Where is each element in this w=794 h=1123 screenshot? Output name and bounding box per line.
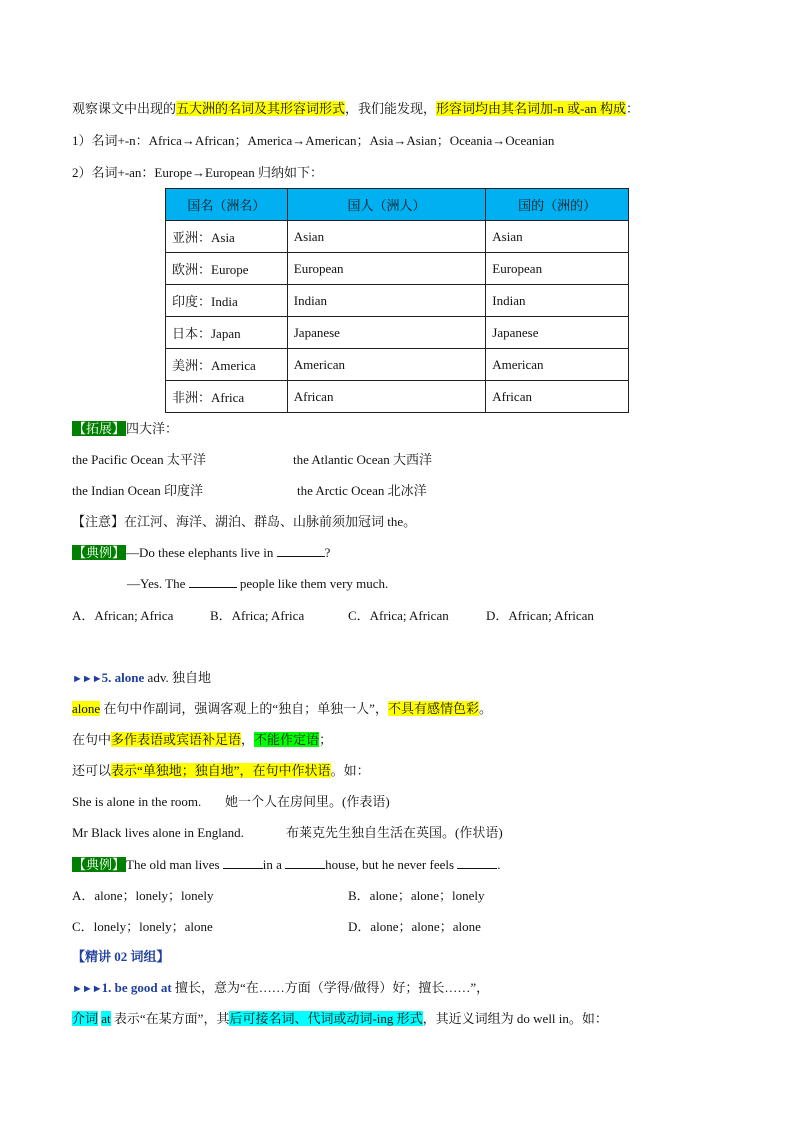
section5-example2-cn: 布莱克先生独自生活在英国。(作状语)	[286, 825, 503, 840]
nationality-table	[165, 188, 629, 413]
answer-blank	[223, 856, 263, 869]
note-line: 【注意】在江河、海洋、湖泊、群岛、山脉前须加冠词 the。	[72, 514, 417, 529]
example1-question: 【典例】—Do these elephants live in ?	[73, 545, 331, 560]
table-header-row	[166, 189, 629, 221]
arrow-markers-icon: ►►►	[72, 673, 102, 685]
highlight-five-continents: 五大洲的名词及其形容词形式	[176, 101, 346, 116]
example1-option-a: A．African; Africa	[72, 608, 174, 623]
example1-option-d: D．African; African	[486, 608, 594, 623]
section5-line1: alone 在句中作副词，强调客观上的“独自；单独一人”，不具有感情色彩。	[72, 701, 492, 716]
ocean-arctic: the Arctic Ocean 北冰洋	[297, 483, 427, 498]
answer-blank	[457, 856, 497, 869]
example2-option-d: D．alone；alone；alone	[348, 919, 481, 934]
section5-example1-en: She is alone in the room.	[72, 794, 202, 809]
section5-example2-en: Mr Black lives alone in England.	[72, 825, 244, 840]
table-row: 日本：Japan Japanese Japanese	[166, 317, 629, 349]
expand-line: 【拓展】四大洋：	[73, 421, 179, 436]
example2-option-c: C．lonely；lonely；alone	[72, 919, 213, 934]
section5-example1-cn: 她一个人在房间里。(作表语)	[225, 794, 390, 809]
section1-title: ►►►1. be good at 擅长，意为“在……方面（学得/做得）好；擅长……”，	[72, 980, 490, 995]
expand-tag: 【拓展】	[73, 421, 126, 436]
header-country: 国名（洲名）	[166, 189, 288, 221]
example1-option-b: B．Africa; Africa	[210, 608, 305, 623]
table-row: 美洲：America American American	[166, 349, 629, 381]
section1-line2: 介词 at 表示“在某方面”，其后可接名词、代词或动词-ing 形式，其近义词组为 do well in。如：	[72, 1011, 608, 1026]
intro-line: 观察课文中出现的五大洲的名词及其形容词形式，我们能发现，形容词均由其名词加-n 或-an 构成：	[72, 101, 639, 116]
example2-question: 【典例】The old man lives in a house, but he never feels .	[73, 857, 501, 872]
ocean-indian: the Indian Ocean 印度洋	[72, 483, 204, 498]
highlight-rule: 形容词均由其名词加-n 或-an 构成	[436, 101, 626, 116]
table-row: 印度：India Indian Indian	[166, 285, 629, 317]
section5-line2: 在句中多作表语或宾语补足语，不能作定语；	[72, 732, 333, 747]
section5-title: ►►►5. alone adv. 独自地	[72, 670, 211, 685]
answer-blank	[277, 544, 325, 557]
section-heading-phrases: 【精讲 02 词组】	[72, 949, 170, 964]
table-row: 欧洲：Europe European European	[166, 253, 629, 285]
ocean-atlantic: the Atlantic Ocean 大西洋	[293, 452, 432, 467]
answer-blank	[189, 575, 237, 588]
example1-option-c: C．Africa; African	[348, 608, 449, 623]
example-tag: 【典例】	[73, 545, 126, 560]
header-people: 国人（洲人）	[287, 189, 486, 221]
example2-option-a: A．alone；lonely；lonely	[72, 888, 214, 903]
rule-1: 1）名词+-n：Africa→African；America→American；Asia→Asian；Oceania→Oceanian	[72, 133, 555, 148]
example1-answer: —Yes. The people like them very much.	[127, 576, 389, 591]
table-row: 非洲：Africa African African	[166, 381, 629, 413]
answer-blank	[285, 856, 325, 869]
example2-option-b: B．alone；alone；lonely	[348, 888, 485, 903]
rule-2: 2）名词+-an：Europe→European 归纳如下：	[72, 165, 324, 180]
table-row: 亚洲：Asia Asian Asian	[166, 221, 629, 253]
example-tag: 【典例】	[73, 857, 126, 872]
arrow-markers-icon: ►►►	[72, 983, 102, 995]
section5-line3: 还可以表示“单独地；独自地”，在句中作状语。如：	[72, 763, 370, 778]
header-adjective: 国的（洲的）	[486, 189, 629, 221]
ocean-pacific: the Pacific Ocean 太平洋	[72, 452, 206, 467]
